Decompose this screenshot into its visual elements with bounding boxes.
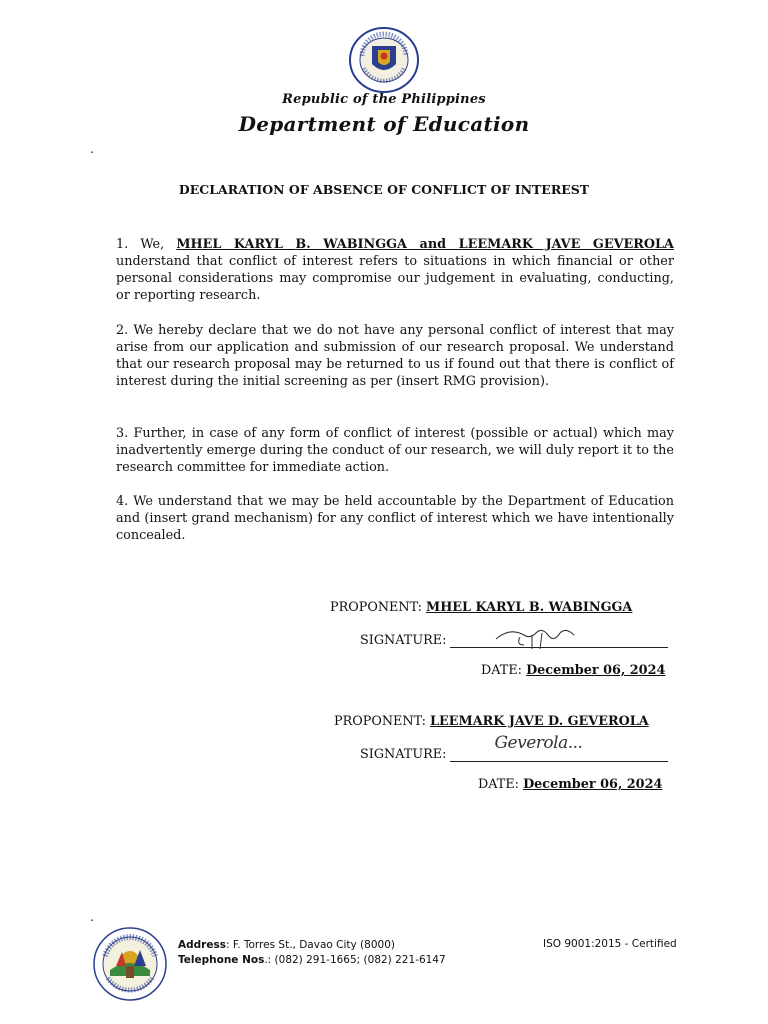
paragraph-1 — [116, 236, 674, 304]
telephone-value: .: (082) 291-1665; (082) 221-6147 — [264, 954, 446, 966]
department-heading: Department of Education — [238, 112, 530, 136]
date-2-value: December 06, 2024 — [523, 777, 663, 792]
signature-1-field — [450, 631, 668, 648]
proponent-2-label: PROPONENT: — [334, 714, 431, 729]
signature-2-field — [450, 733, 668, 762]
paragraph-3: 3. Further, in case of any form of conflict of interest (possible or actual) which may inadvertently emerge during the conduct of our research, we will duly report it to the research committee for immediate action. — [116, 426, 674, 475]
deped-seal-logo — [348, 26, 420, 94]
proponent-names: MHEL KARYL B. WABINGGA and LEEMARK JAVE GEVEROLA — [176, 237, 674, 252]
iso-certification: ISO 9001:2015 - Certified — [543, 938, 677, 950]
proponent-1-line — [330, 600, 632, 615]
deped-region-seal-logo — [92, 926, 168, 1002]
date-1-value: December 06, 2024 — [526, 663, 666, 678]
address-value: : F. Torres St., Davao City (8000) — [225, 939, 395, 951]
footer-address-block — [178, 938, 446, 968]
signature-2-label: SIGNATURE: — [360, 747, 451, 762]
stray-dot: . — [90, 910, 94, 924]
address-line — [178, 938, 446, 953]
date-2-line — [478, 777, 662, 792]
paragraph-1-prefix: 1. We, — [116, 237, 177, 252]
date-1-line — [481, 663, 665, 678]
signature-1-line — [360, 631, 668, 648]
stray-dot: . — [90, 142, 94, 156]
proponent-1-label: PROPONENT: — [330, 600, 427, 615]
paragraph-1-text: understand that conflict of interest refers to situations in which financial or other personal considerations may compromise our judgement in evaluating, conducting, or reporting research. — [116, 254, 674, 303]
paragraph-2: 2. We hereby declare that we do not have any personal conflict of interest that may arise from our application and submission of our research proposal. We understand that our research proposal may be returned to us if found out that there is conflict of interest during the initial screening as per (insert RMG provision). — [116, 323, 674, 389]
republic-heading: Republic of the Philippines — [282, 92, 486, 107]
telephone-label: Telephone Nos — [178, 954, 265, 966]
date-2-label: DATE: — [478, 777, 524, 792]
signature-2-handwriting: Geverola... — [494, 733, 583, 753]
address-label: Address — [178, 939, 226, 951]
proponent-2-name: LEEMARK JAVE D. GEVEROLA — [430, 714, 649, 729]
date-1-label: DATE: — [481, 663, 527, 678]
paragraph-4: 4. We understand that we may be held accountable by the Department of Education and (insert grand mechanism) for any conflict of interest which we have intentionally concealed. — [116, 494, 674, 543]
proponent-1-name: MHEL KARYL B. WABINGGA — [426, 600, 633, 615]
proponent-2-line — [334, 714, 649, 729]
telephone-line — [178, 953, 446, 968]
signature-1-label: SIGNATURE: — [360, 633, 451, 648]
signature-1-scribble — [490, 625, 580, 651]
signature-2-line — [360, 733, 668, 762]
document-title: DECLARATION OF ABSENCE OF CONFLICT OF INTEREST — [178, 182, 590, 197]
